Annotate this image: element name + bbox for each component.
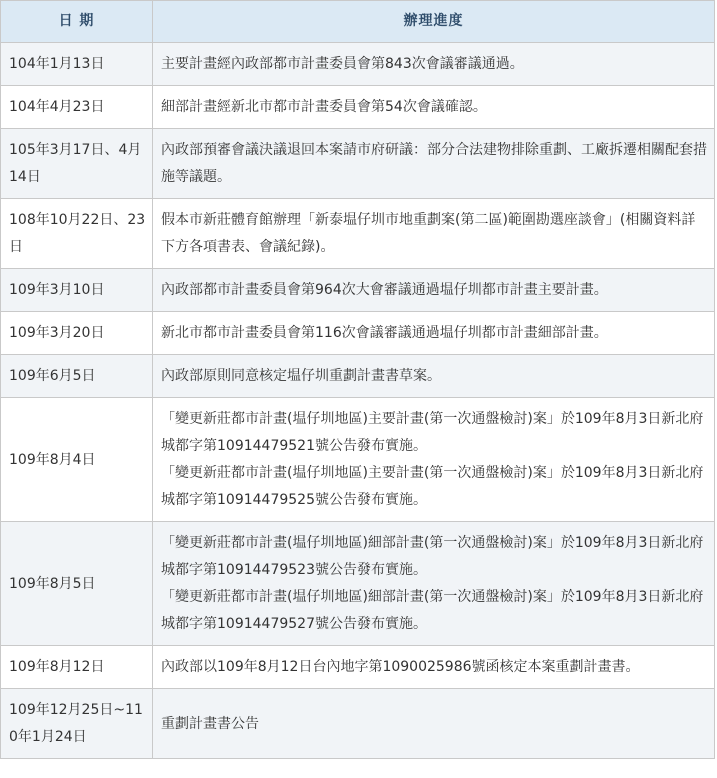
row-date: 109年6月5日 [1, 355, 153, 398]
detail-line: 重劃計畫書公告 [161, 715, 259, 732]
table-header-row [1, 1, 715, 43]
table-row [1, 199, 715, 269]
row-date: 109年8月5日 [1, 522, 153, 646]
row-date: 109年12月25日~110年1月24日 [1, 689, 153, 759]
detail-line: 細部計畫經新北市都市計畫委員會第54次會議確認。 [161, 99, 487, 115]
row-date: 104年4月23日 [1, 86, 153, 129]
row-date: 109年8月4日 [1, 398, 153, 522]
row-date: 109年8月12日 [1, 646, 153, 689]
row-detail [153, 522, 715, 646]
row-detail [153, 355, 715, 398]
row-detail [153, 312, 715, 355]
row-detail [153, 646, 715, 689]
row-detail [153, 269, 715, 312]
row-detail [153, 43, 715, 86]
detail-line: 內政部以109年8月12日台內地字第1090025986號函核定本案重劃計畫書。 [161, 659, 640, 675]
detail-line: 內政部原則同意核定塭仔圳重劃計畫書草案。 [161, 368, 441, 384]
detail-line: 主要計畫經內政部都市計畫委員會第843次會議審議通過。 [161, 56, 524, 72]
header-date: 日 期 [1, 1, 153, 43]
table-row [1, 129, 715, 199]
row-date: 109年3月10日 [1, 269, 153, 312]
row-detail [153, 689, 715, 759]
table-row [1, 646, 715, 689]
row-date: 104年1月13日 [1, 43, 153, 86]
table-row [1, 689, 715, 759]
detail-line: 「變更新莊都市計畫(塭仔圳地區)細部計畫(第一次通盤檢討)案」於109年8月3日新北府城都字第10914479523號公告發布實施。 [161, 535, 704, 578]
table-row [1, 86, 715, 129]
row-detail [153, 86, 715, 129]
detail-line: 新北市都市計畫委員會第116次會議審議通過塭仔圳都市計畫細部計畫。 [161, 325, 608, 341]
table-row [1, 269, 715, 312]
detail-line: 假本市新莊體育館辦理「新泰塭仔圳市地重劃案(第二區)範圍勘選座談會」(相關資料詳下方各項書表、會議紀錄)。 [161, 212, 696, 255]
table-row [1, 522, 715, 646]
detail-line: 「變更新莊都市計畫(塭仔圳地區)主要計畫(第一次通盤檢討)案」於109年8月3日新北府城都字第10914479521號公告發布實施。 [161, 411, 704, 454]
table-row [1, 43, 715, 86]
row-detail [153, 199, 715, 269]
detail-line: 內政部預審會議決議退回本案請市府研議：部分合法建物排除重劃、工廠拆遷相關配套措施等議題。 [161, 142, 707, 185]
table-row [1, 355, 715, 398]
detail-line: 「變更新莊都市計畫(塭仔圳地區)主要計畫(第一次通盤檢討)案」於109年8月3日新北府城都字第10914479525號公告發布實施。 [161, 465, 704, 508]
row-date: 108年10月22日、23日 [1, 199, 153, 269]
detail-line: 「變更新莊都市計畫(塭仔圳地區)細部計畫(第一次通盤檢討)案」於109年8月3日新北府城都字第10914479527號公告發布實施。 [161, 589, 704, 632]
table-row [1, 312, 715, 355]
table-row [1, 398, 715, 522]
row-detail [153, 129, 715, 199]
row-detail [153, 398, 715, 522]
header-progress: 辦理進度 [153, 1, 715, 43]
row-date: 105年3月17日、4月14日 [1, 129, 153, 199]
row-date: 109年3月20日 [1, 312, 153, 355]
detail-line: 內政部都市計畫委員會第964次大會審議通過塭仔圳都市計畫主要計畫。 [161, 282, 608, 298]
